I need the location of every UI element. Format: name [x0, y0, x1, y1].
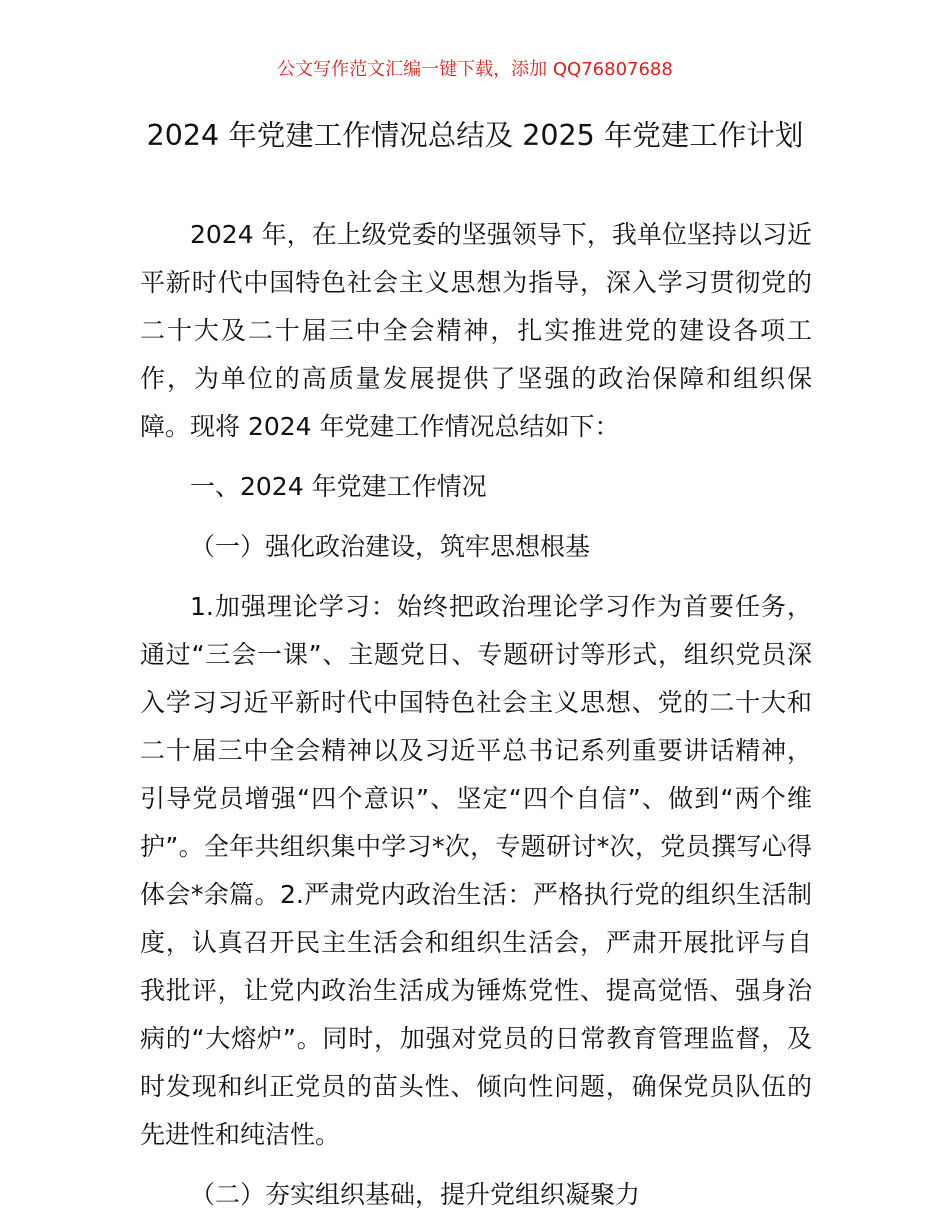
body-paragraph: 1.加强理论学习：始终把政治理论学习作为首要任务，通过“三会一课”、主题党日、专题研讨等形式，组织党员深入学习习近平新时代中国特色社会主义思想、党的二十大和二十届三中全会精神以及习近平总书记系列重要讲话精神，引导党员增强“四个意识”、坚定“四个自信”、做到“两个维护”。全年共组织集中学习*次，专题研讨*次，党员撰写心得体会*余篇。2.严肃党内政治生活：严格执行党的组织生活制度，认真召开民主生活会和组织生活会，严肃开展批评与自我批评，让党内政治生活成为锤炼党性、提高觉悟、强身治病的“大熔炉”。同时，加强对党员的日常教育管理监督，及时发现和纠正党员的苗头性、倾向性问题，确保党员队伍的先进性和纯洁性。: [140, 592, 812, 1149]
subsection-heading: （二）夯实组织基础，提升党组织凝聚力: [190, 1180, 641, 1209]
section-heading: 一、2024 年党建工作情况: [190, 472, 487, 501]
document-body: [140, 211, 812, 1219]
download-promo-note: 公文写作范文汇编一键下载，添加 QQ76807688: [277, 59, 673, 80]
intro-paragraph: 2024 年，在上级党委的坚强领导下，我单位坚持以习近平新时代中国特色社会主义思想为指导，深入学习贯彻党的二十大及二十届三中全会精神，扎实推进党的建设各项工作，为单位的高质量发展提供了坚强的政治保障和组织保障。现将 2024 年党建工作情况总结如下：: [140, 220, 812, 441]
subsection-heading: （一）强化政治建设，筑牢思想根基: [190, 532, 591, 561]
document-title: 2024 年党建工作情况总结及 2025 年党建工作计划: [146, 119, 804, 152]
